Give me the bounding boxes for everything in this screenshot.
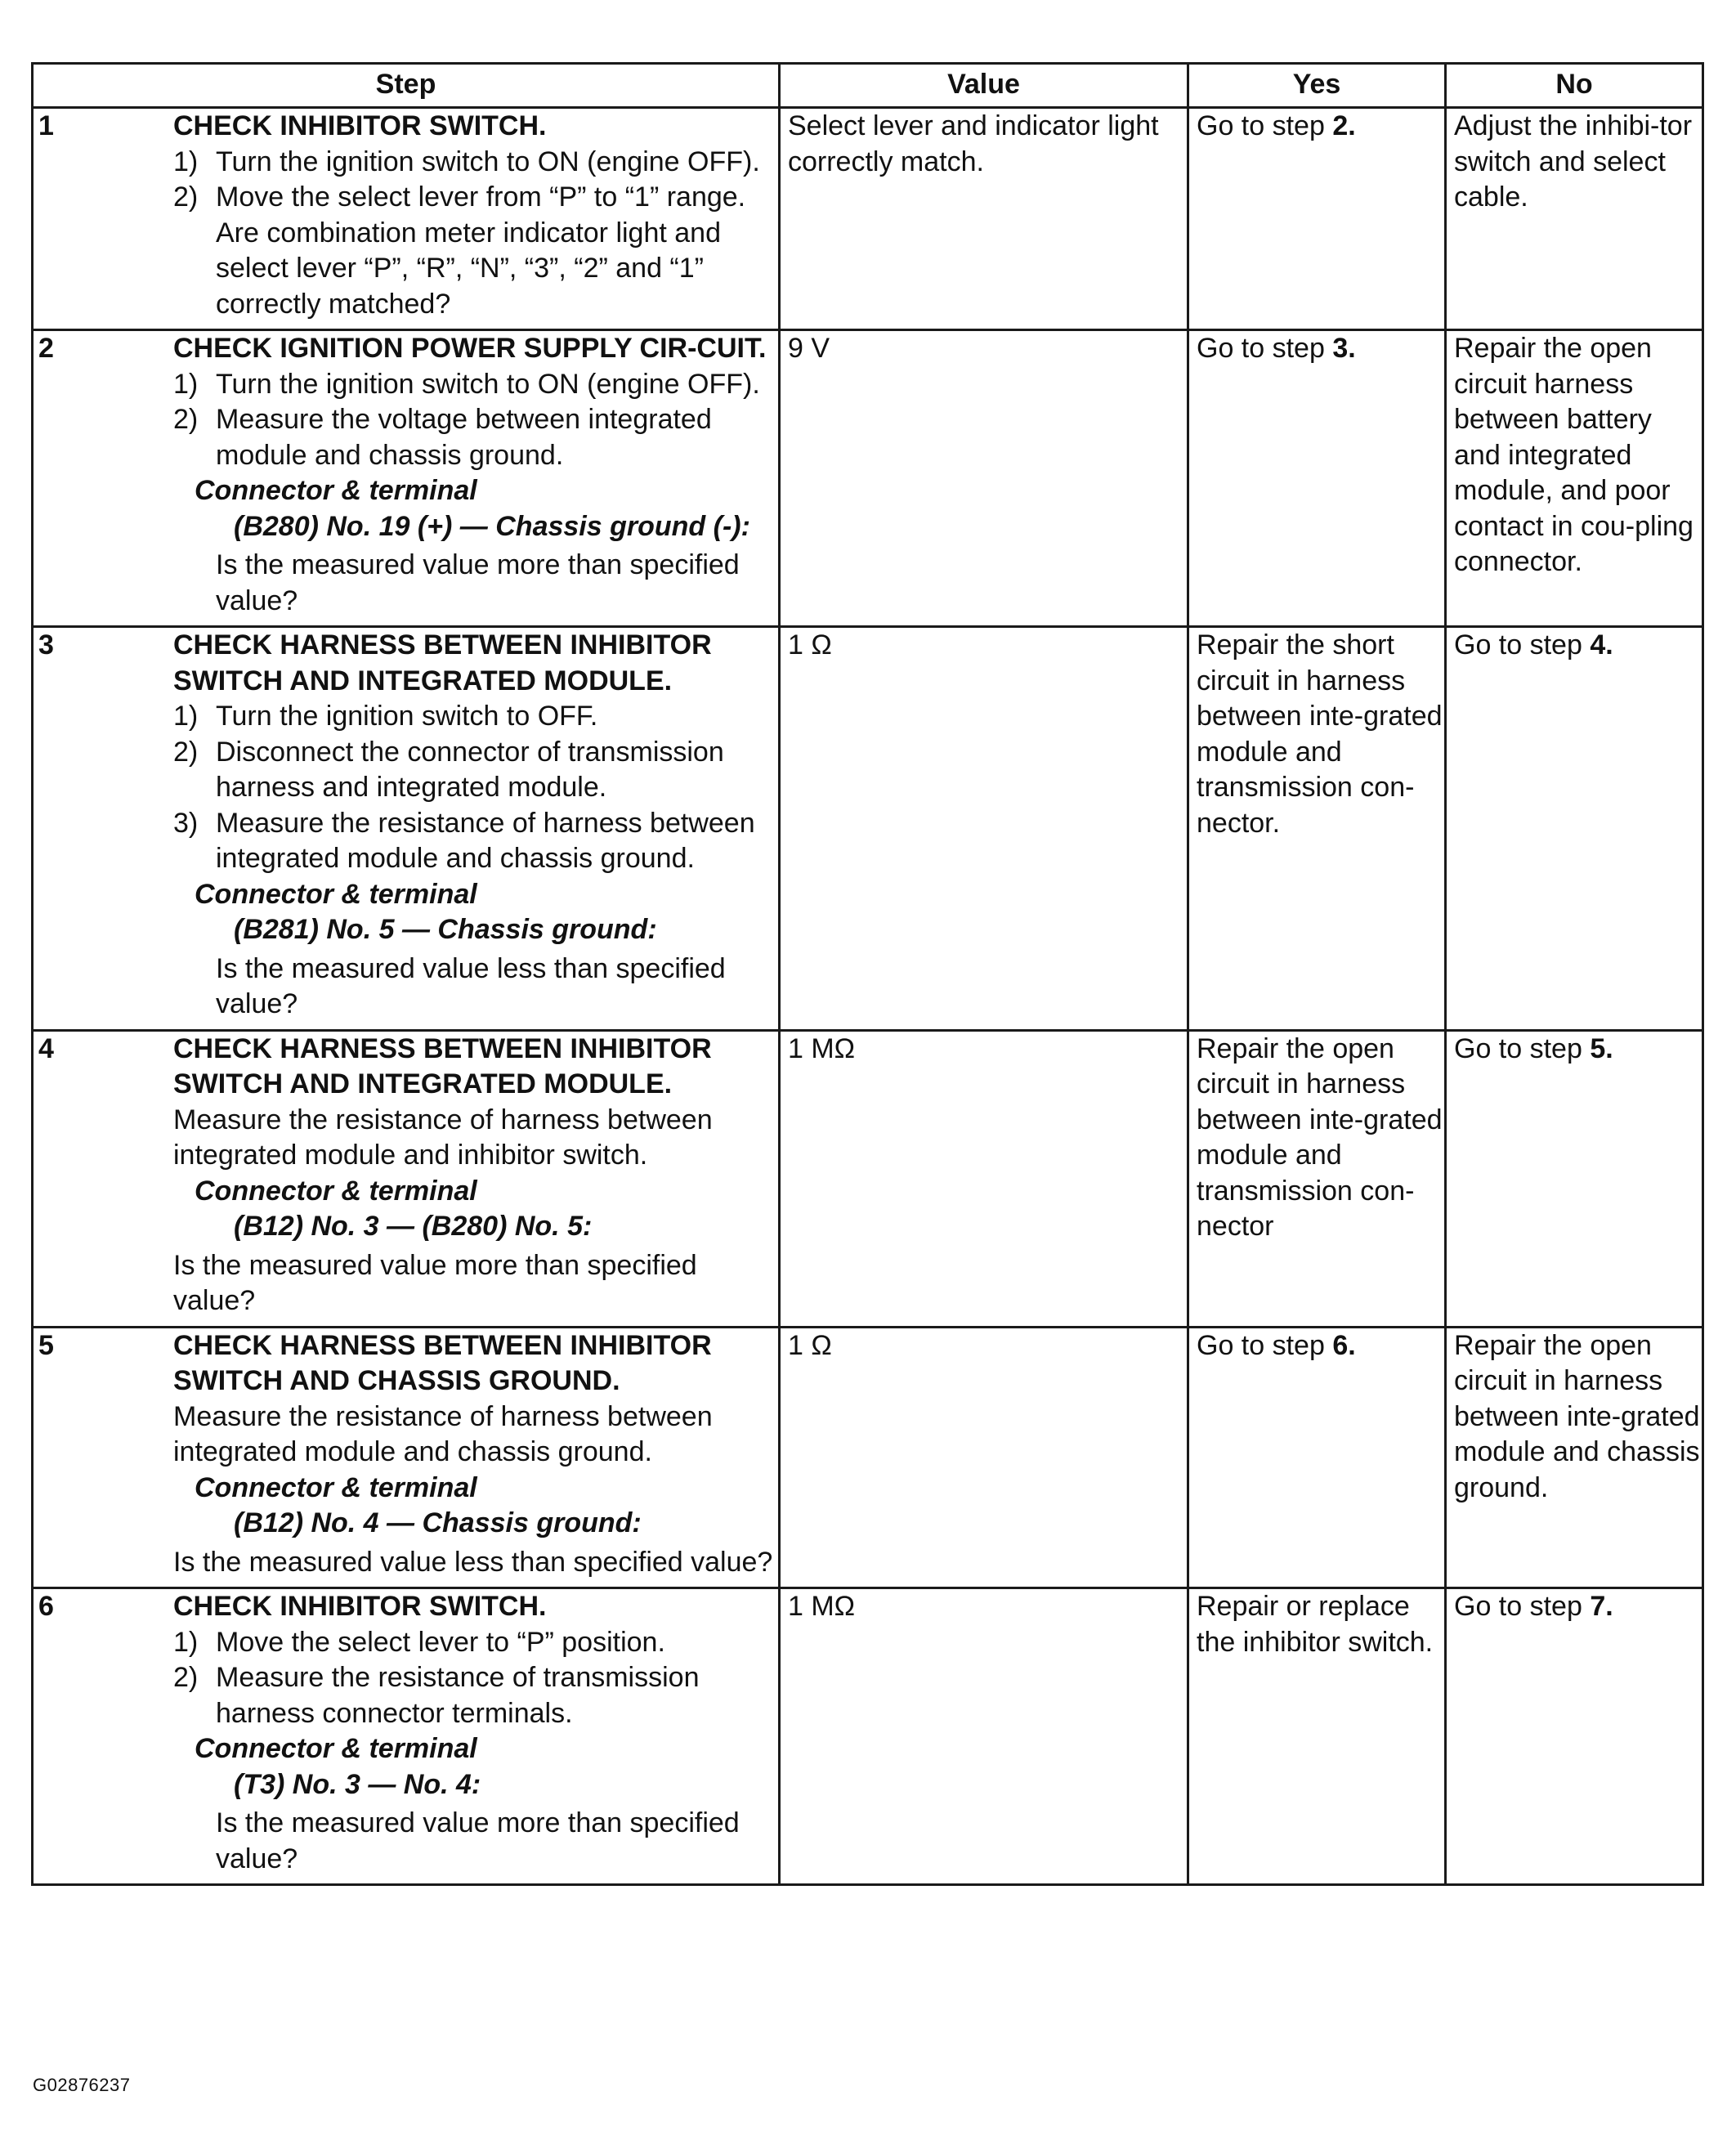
figure-id: G02876237: [33, 2075, 131, 2095]
table-row: [33, 330, 1703, 627]
yes-cell: [1188, 330, 1446, 627]
no-text: Go to step: [1454, 629, 1591, 661]
no-text: Repair the open circuit in harness between inte-grated module and chassis ground.: [1454, 1329, 1700, 1503]
yes-cell: [1188, 627, 1446, 1031]
procedure-step-number: 1): [173, 1626, 199, 1658]
yes-step-ref: 6.: [1332, 1329, 1356, 1361]
yes-cell: [1188, 1588, 1446, 1885]
connector-terminal: (T3) No. 3 — No. 4:: [234, 1768, 481, 1800]
value-cell: 1 MΩ: [780, 1030, 1188, 1327]
step-title: CHECK IGNITION POWER SUPPLY CIR-CUIT.: [173, 333, 767, 364]
table-row: [33, 1588, 1703, 1885]
procedure-step-text: Disconnect the connector of transmission harness and integrated module.: [216, 736, 724, 803]
no-cell: [1446, 330, 1703, 627]
procedure-step: [173, 735, 773, 806]
connector-terminal: (B12) No. 3 — (B280) No. 5:: [234, 1211, 593, 1242]
table-row: [33, 1327, 1703, 1588]
step-number: 5: [38, 1329, 54, 1361]
connector-terminal: (B280) No. 19 (+) — Chassis ground (-):: [234, 510, 750, 542]
procedure-step: [173, 367, 773, 403]
step-cell: [33, 627, 780, 1031]
procedure-step-text: Measure the resistance of transmission harness connector terminals.: [216, 1662, 700, 1729]
procedure-step-text: Move the select lever to “P” position.: [216, 1626, 665, 1658]
procedure-step-text: Turn the ignition switch to ON (engine OFF).: [216, 146, 760, 177]
connector-label: Connector & terminal: [195, 878, 477, 910]
no-text: Go to step: [1454, 1032, 1591, 1064]
step-question: Is the measured value more than specified value?: [216, 549, 740, 616]
procedure-step-number: 2): [173, 404, 199, 435]
no-cell: [1446, 1588, 1703, 1885]
procedure-step: [173, 806, 773, 877]
step-number: 3: [38, 629, 54, 661]
procedure-step-text: Measure the resistance of harness between integrated module and chassis ground.: [216, 807, 755, 874]
step-title: CHECK INHIBITOR SWITCH.: [173, 110, 547, 141]
procedure-step: [173, 402, 773, 473]
step-question: Is the measured value less than specified value?: [173, 1546, 773, 1578]
value-cell: 9 V: [780, 330, 1188, 627]
step-title: CHECK HARNESS BETWEEN INHIBITOR SWITCH AND INTEGRATED MODULE.: [173, 629, 712, 696]
procedure-step-text: Measure the voltage between integrated module and chassis ground.: [216, 404, 712, 471]
no-cell: [1446, 1327, 1703, 1588]
header-value: Value: [780, 64, 1188, 108]
no-cell: [1446, 1030, 1703, 1327]
step-cell: [33, 330, 780, 627]
header-yes: Yes: [1188, 64, 1446, 108]
yes-text: Repair the open circuit in harness between inte-grated module and transmission con-nector: [1197, 1032, 1443, 1242]
procedure-step: [173, 145, 773, 181]
step-title: CHECK HARNESS BETWEEN INHIBITOR SWITCH AND CHASSIS GROUND.: [173, 1329, 712, 1396]
value-cell: 1 Ω: [780, 1327, 1188, 1588]
procedure-step-number: 2): [173, 736, 199, 768]
no-cell: [1446, 108, 1703, 330]
procedure-step: [173, 699, 773, 735]
step-number: 6: [38, 1591, 54, 1622]
connector-label: Connector & terminal: [195, 475, 477, 506]
value-cell: Select lever and indicator light correctly match.: [780, 108, 1188, 330]
procedure-step-text: Turn the ignition switch to OFF.: [216, 701, 598, 732]
step-cell: [33, 108, 780, 330]
no-step-ref: 7.: [1590, 1591, 1613, 1622]
no-text: Go to step: [1454, 1591, 1591, 1622]
yes-cell: [1188, 108, 1446, 330]
step-cell: [33, 1327, 780, 1588]
header-step: Step: [33, 64, 780, 108]
procedure-step-number: 3): [173, 807, 199, 839]
yes-text: Repair or replace the inhibitor switch.: [1197, 1591, 1434, 1658]
header-row: [33, 64, 1703, 108]
connector-label: Connector & terminal: [195, 1471, 477, 1503]
step-intro: Measure the resistance of harness between integrated module and inhibitor switch.: [173, 1104, 713, 1171]
procedure-step: [173, 1660, 773, 1731]
no-cell: [1446, 627, 1703, 1031]
value-cell: 1 MΩ: [780, 1588, 1188, 1885]
table-row: [33, 627, 1703, 1031]
step-question: Is the measured value more than specified value?: [173, 1249, 697, 1316]
no-text: Repair the open circuit harness between battery and integrated module, and poor contact in cou-pling connector.: [1454, 333, 1693, 577]
step-title: CHECK INHIBITOR SWITCH.: [173, 1591, 547, 1622]
connector-label: Connector & terminal: [195, 1175, 477, 1207]
yes-text: Go to step: [1197, 110, 1333, 141]
header-no: No: [1446, 64, 1703, 108]
yes-cell: [1188, 1327, 1446, 1588]
procedure-step: [173, 180, 773, 322]
yes-cell: [1188, 1030, 1446, 1327]
value-cell: 1 Ω: [780, 627, 1188, 1031]
connector-terminal: (B12) No. 4 — Chassis ground:: [234, 1507, 642, 1538]
procedure-step-number: 1): [173, 146, 199, 177]
procedure-step-number: 1): [173, 368, 199, 400]
procedure-step: [173, 1625, 773, 1661]
step-question: Is the measured value more than specified value?: [216, 1807, 740, 1874]
step-number: 2: [38, 333, 54, 364]
step-question: Is the measured value less than specified value?: [216, 952, 726, 1019]
procedure-step-number: 2): [173, 181, 199, 213]
step-intro: Measure the resistance of harness between integrated module and chassis ground.: [173, 1400, 713, 1467]
yes-text: Repair the short circuit in harness between inte-grated module and transmission con-nector.: [1197, 629, 1443, 839]
yes-text: Go to step: [1197, 333, 1333, 364]
procedure-step-number: 2): [173, 1662, 199, 1693]
no-step-ref: 4.: [1590, 629, 1613, 661]
no-step-ref: 5.: [1590, 1032, 1613, 1064]
diagnostic-table: [31, 62, 1704, 1886]
procedure-step-text: Turn the ignition switch to ON (engine OFF).: [216, 368, 760, 400]
step-title: CHECK HARNESS BETWEEN INHIBITOR SWITCH AND INTEGRATED MODULE.: [173, 1032, 712, 1099]
step-number: 4: [38, 1032, 54, 1064]
procedure-step-number: 1): [173, 701, 199, 732]
step-cell: [33, 1588, 780, 1885]
yes-step-ref: 3.: [1332, 333, 1356, 364]
connector-label: Connector & terminal: [195, 1733, 477, 1764]
connector-terminal: (B281) No. 5 — Chassis ground:: [234, 914, 657, 945]
procedure-step-text: Move the select lever from “P” to “1” range. Are combination meter indicator light and select lever “P”, “R”, “N”, “3”, “2” and “1” correctly matched?: [216, 181, 746, 320]
step-number: 1: [38, 110, 54, 141]
table-row: [33, 1030, 1703, 1327]
yes-step-ref: 2.: [1332, 110, 1356, 141]
step-cell: [33, 1030, 780, 1327]
no-text: Adjust the inhibi-tor switch and select cable.: [1454, 110, 1693, 213]
yes-text: Go to step: [1197, 1329, 1333, 1361]
table-row: [33, 108, 1703, 330]
